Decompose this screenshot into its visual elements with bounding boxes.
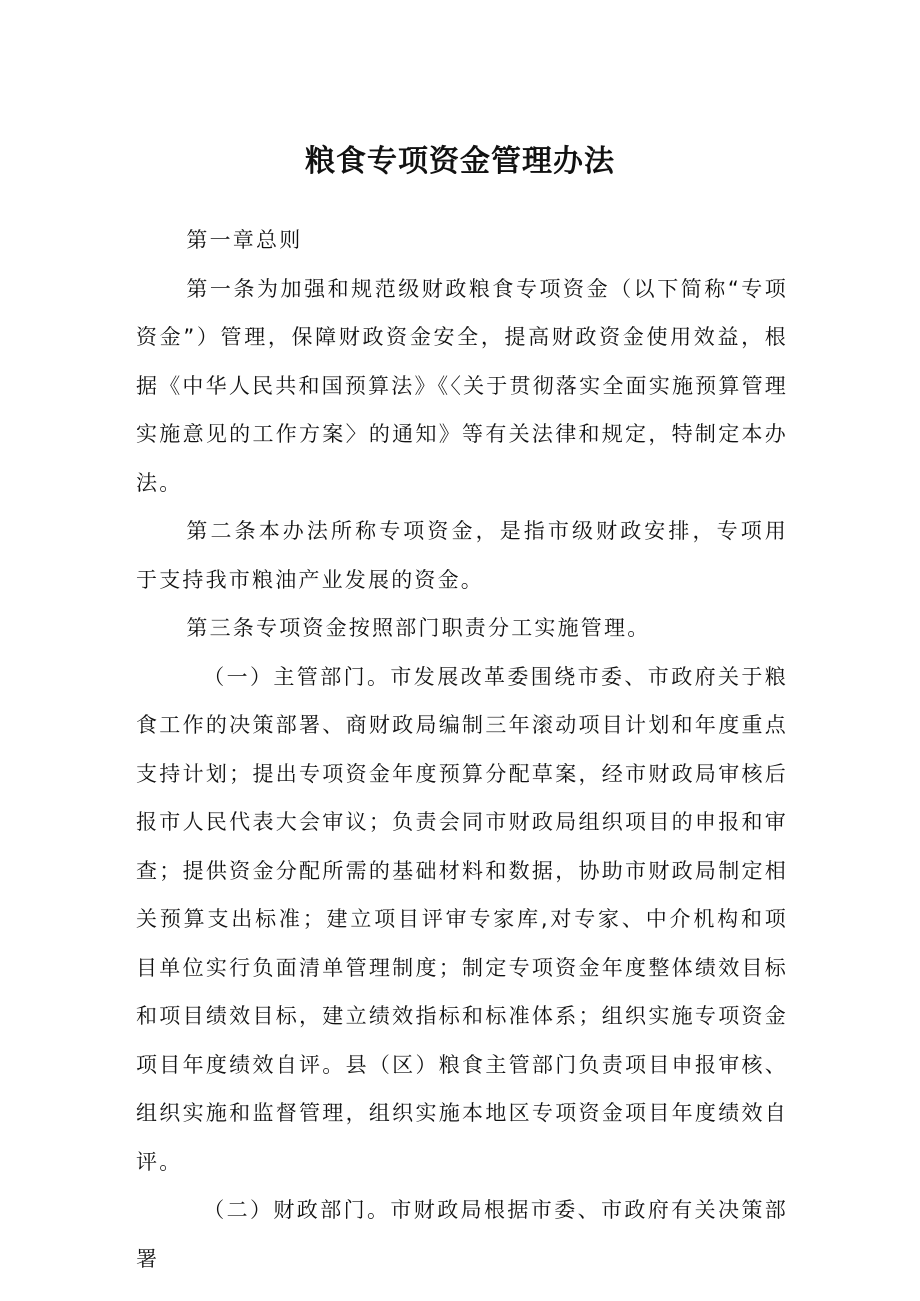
chapter-heading: 第一章总则 — [186, 228, 303, 252]
article-2-paragraph: 第二条本办法所称专项资金，是指市级财政安排，专项用于支持我市粮油产业发展的资金。 — [136, 519, 788, 592]
document-body — [136, 216, 788, 1283]
article-1-paragraph: 第一条为加强和规范级财政粮食专项资金（以下简称“专项资金”）管理，保障财政资金安全，提高财政资金使用效益，根据《中华人民共和国预算法》《〈关于贯彻落实全面实施预算管理实施意见的工作方案〉的通知》等有关法律和规定，特制定本办法。 — [136, 276, 788, 495]
document-title: 粮食专项资金管理办法 — [305, 144, 615, 179]
clause-1-paragraph: （一）主管部门。市发展改革委围绕市委、市政府关于粮食工作的决策部署、商财政局编制三年滚动项目计划和年度重点支持计划；提出专项资金年度预算分配草案，经市财政局审核后报市人民代表大会审议；负责会同市财政局组织项目的申报和审查；提供资金分配所需的基础材料和数据，协助市财政局制定相关预算支出标准；建立项目评审专家库,对专家、中介机构和项目单位实行负面清单管理制度；制定专项资金年度整体绩效目标和项目绩效目标，建立绩效指标和标准体系；组织实施专项资金项目年度绩效自评。县（区）粮食主管部门负责项目申报审核、组织实施和监督管理，组织实施本地区专项资金项目年度绩效自评。 — [136, 664, 788, 1174]
clause-2-paragraph: （二）财政部门。市财政局根据市委、市政府有关决策部署 — [136, 1198, 788, 1271]
article-3-paragraph: 第三条专项资金按照部门职责分工实施管理。 — [186, 616, 651, 640]
